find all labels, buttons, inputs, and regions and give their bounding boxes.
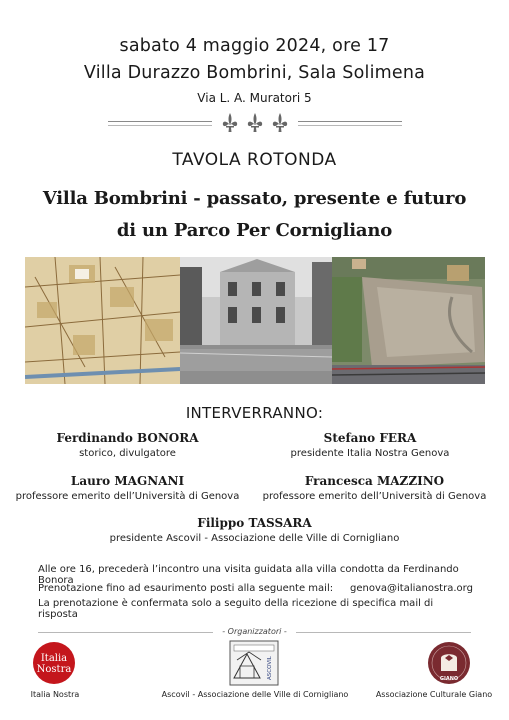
italia-nostra-logo-text-1: Italia: [40, 653, 68, 664]
speakers-heading: INTERVERRANNO:: [185, 404, 324, 422]
divider-left-secondary: [108, 125, 212, 126]
divider-left: [108, 121, 212, 122]
fleur-de-lis-icon: [245, 112, 265, 134]
event-title-line1: Villa Bombrini - passato, presente e futuro: [42, 188, 467, 209]
speaker-name: Stefano FERA: [323, 431, 417, 445]
org-caption: Ascovil - Associazione delle Ville di Cornigliano: [161, 690, 349, 699]
speaker-role: professore emerito dell’Università di Genova: [15, 491, 240, 502]
fleur-de-lis-icon: [220, 112, 240, 134]
italia-nostra-logo: [32, 641, 76, 685]
ascovil-logo: [229, 640, 279, 686]
event-date-time: sabato 4 maggio 2024, ore 17: [119, 36, 390, 56]
italia-nostra-logo-text-2: Nostra: [36, 664, 72, 675]
giano-logo: [427, 641, 471, 685]
speaker-role: professore emerito dell’Università di Genova: [262, 491, 487, 502]
event-venue: Villa Durazzo Bombrini, Sala Solimena: [83, 63, 426, 83]
event-title-line2: di un Parco Per Cornigliano: [116, 220, 393, 241]
ascovil-logo-text: ASCOVIL: [267, 656, 273, 680]
speaker-role: storico, divulgatore: [79, 448, 176, 459]
confirmation-note: La prenotazione è confermata solo a seguito della ricezione di specifica mail di risposta: [38, 598, 434, 620]
event-address: Via L. A. Muratori 5: [197, 91, 312, 105]
event-type: TAVOLA ROTONDA: [172, 150, 337, 170]
villa-facade-photo: [180, 257, 332, 384]
organizers-label: - Organizzatori -: [222, 627, 287, 636]
booking-email-link[interactable]: genova@italianostra.org: [350, 583, 473, 594]
speaker-name: Lauro MAGNANI: [70, 474, 185, 488]
fleur-de-lis-icon: [270, 112, 290, 134]
divider-right-secondary: [298, 125, 402, 126]
speaker-name: Ferdinando BONORA: [56, 431, 199, 445]
giano-logo-text: GIANO: [439, 676, 459, 682]
org-caption: Italia Nostra: [30, 690, 80, 699]
speaker-name: Filippo TASSARA: [197, 516, 312, 530]
photo-strip: [25, 257, 485, 384]
divider-right: [298, 121, 402, 122]
guided-visit-note: Alle ore 16, precederà l’incontro una visita guidata alla villa condotta da Ferdinando Bonora: [38, 564, 459, 586]
historic-map-image: [25, 257, 180, 384]
org-caption: Associazione Culturale Giano: [375, 690, 493, 699]
speaker-role: presidente Italia Nostra Genova: [290, 448, 450, 459]
fleur-de-lis-ornament: [220, 112, 290, 134]
aerial-park-photo: [332, 257, 485, 384]
booking-note: Prenotazione fino ad esaurimento posti alla seguente mail:: [38, 583, 334, 594]
speaker-name: Francesca MAZZINO: [304, 474, 445, 488]
speaker-role: presidente Ascovil - Associazione delle Ville di Cornigliano: [109, 533, 400, 544]
